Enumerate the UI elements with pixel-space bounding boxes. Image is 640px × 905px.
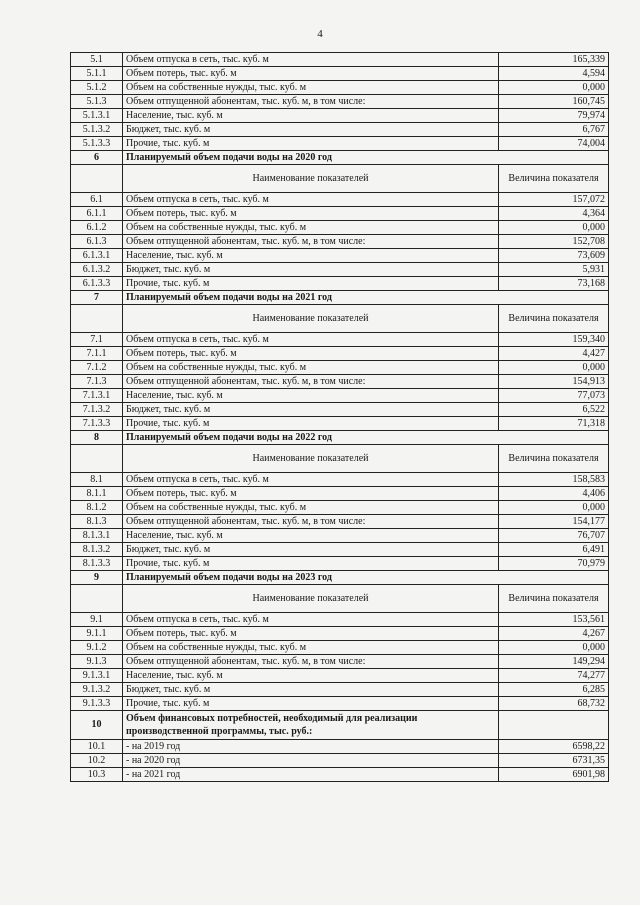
indicator-value: 79,974 — [499, 109, 609, 123]
header-empty-cell — [71, 445, 123, 473]
table-row — [71, 389, 609, 403]
indicator-value: 4,594 — [499, 67, 609, 81]
indicator-name: Объем на собственные нужды, тыс. куб. м — [123, 501, 499, 515]
indicator-name: - на 2021 год — [123, 768, 499, 782]
section-number: 6 — [71, 151, 123, 165]
item-number: 8.1 — [71, 473, 123, 487]
item-number: 5.1.3 — [71, 95, 123, 109]
indicator-name: Прочие, тыс. куб. м — [123, 417, 499, 431]
item-number: 8.1.3 — [71, 515, 123, 529]
table-row — [71, 641, 609, 655]
table-row — [71, 417, 609, 431]
table-row — [71, 333, 609, 347]
item-number: 6.1.3 — [71, 235, 123, 249]
table-row — [71, 81, 609, 95]
indicator-value: 73,609 — [499, 249, 609, 263]
item-number: 8.1.3.2 — [71, 543, 123, 557]
indicator-value: 6901,98 — [499, 768, 609, 782]
column-header-row — [71, 445, 609, 473]
table-row — [71, 263, 609, 277]
table-row — [71, 487, 609, 501]
indicator-value: 0,000 — [499, 81, 609, 95]
indicator-name: Объем потерь, тыс. куб. м — [123, 347, 499, 361]
item-number: 6.1.3.1 — [71, 249, 123, 263]
item-number: 7.1.3 — [71, 375, 123, 389]
item-number: 7.1.3.3 — [71, 417, 123, 431]
indicator-name: Население, тыс. куб. м — [123, 669, 499, 683]
indicator-value: 0,000 — [499, 501, 609, 515]
indicator-name: Бюджет, тыс. куб. м — [123, 543, 499, 557]
item-number: 9.1 — [71, 613, 123, 627]
item-number: 9.1.3 — [71, 655, 123, 669]
item-number: 9.1.3.2 — [71, 683, 123, 697]
indicator-name: Население, тыс. куб. м — [123, 249, 499, 263]
column-header-row — [71, 305, 609, 333]
item-number: 7.1.3.1 — [71, 389, 123, 403]
page-number: 4 — [317, 28, 323, 40]
section-number: 7 — [71, 291, 123, 305]
indicator-value: 76,707 — [499, 529, 609, 543]
item-number: 5.1.1 — [71, 67, 123, 81]
indicator-name: Бюджет, тыс. куб. м — [123, 123, 499, 137]
indicator-value: 70,979 — [499, 557, 609, 571]
table-row — [71, 221, 609, 235]
table-row — [71, 669, 609, 683]
table-row — [71, 193, 609, 207]
item-number: 6.1 — [71, 193, 123, 207]
indicator-value: 71,318 — [499, 417, 609, 431]
table-row — [71, 543, 609, 557]
item-number: 9.1.2 — [71, 641, 123, 655]
item-number: 10.2 — [71, 754, 123, 768]
header-empty-cell — [71, 305, 123, 333]
indicator-name: Население, тыс. куб. м — [123, 389, 499, 403]
indicator-value: 0,000 — [499, 221, 609, 235]
indicator-value: 6598,22 — [499, 740, 609, 754]
indicator-name: Объем отпущенной абонентам, тыс. куб. м, в том числе: — [123, 375, 499, 389]
indicator-name: Объем отпущенной абонентам, тыс. куб. м, в том числе: — [123, 235, 499, 249]
item-number: 5.1.3.2 — [71, 123, 123, 137]
indicator-value: 6731,35 — [499, 754, 609, 768]
section-number: 9 — [71, 571, 123, 585]
item-number: 8.1.2 — [71, 501, 123, 515]
table-row — [71, 655, 609, 669]
table-row — [71, 67, 609, 81]
indicator-value: 4,427 — [499, 347, 609, 361]
indicator-name: Прочие, тыс. куб. м — [123, 557, 499, 571]
section-number: 10 — [71, 711, 123, 740]
indicator-value: 154,913 — [499, 375, 609, 389]
header-empty-cell — [71, 585, 123, 613]
empty-value-cell — [499, 711, 609, 740]
indicator-value: 6,767 — [499, 123, 609, 137]
section-number: 8 — [71, 431, 123, 445]
indicator-value: 68,732 — [499, 697, 609, 711]
table-row — [71, 740, 609, 754]
item-number: 7.1 — [71, 333, 123, 347]
header-indicator-value: Величина показателя — [499, 305, 609, 333]
indicator-value: 6,522 — [499, 403, 609, 417]
table-row — [71, 754, 609, 768]
section-title: Планируемый объем подачи воды на 2022 год — [123, 431, 609, 445]
header-indicator-name: Наименование показателей — [123, 445, 499, 473]
item-number: 10.3 — [71, 768, 123, 782]
section-title: Планируемый объем подачи воды на 2023 год — [123, 571, 609, 585]
indicator-value: 0,000 — [499, 641, 609, 655]
indicator-value: 73,168 — [499, 277, 609, 291]
item-number: 9.1.3.3 — [71, 697, 123, 711]
table-row — [71, 375, 609, 389]
indicator-value: 159,340 — [499, 333, 609, 347]
item-number: 7.1.3.2 — [71, 403, 123, 417]
item-number: 5.1.3.3 — [71, 137, 123, 151]
indicator-value: 4,364 — [499, 207, 609, 221]
indicator-name: Прочие, тыс. куб. м — [123, 697, 499, 711]
indicator-name: Объем потерь, тыс. куб. м — [123, 207, 499, 221]
item-number: 9.1.3.1 — [71, 669, 123, 683]
section-title: Планируемый объем подачи воды на 2021 год — [123, 291, 609, 305]
header-indicator-name: Наименование показателей — [123, 305, 499, 333]
indicator-name: Объем отпущенной абонентам, тыс. куб. м, в том числе: — [123, 515, 499, 529]
indicator-name: Население, тыс. куб. м — [123, 109, 499, 123]
indicator-value: 6,285 — [499, 683, 609, 697]
indicator-value: 4,267 — [499, 627, 609, 641]
indicator-name: Объем отпуска в сеть, тыс. куб. м — [123, 193, 499, 207]
indicator-name: Объем на собственные нужды, тыс. куб. м — [123, 81, 499, 95]
indicator-name: Объем на собственные нужды, тыс. куб. м — [123, 361, 499, 375]
item-number: 8.1.3.1 — [71, 529, 123, 543]
indicator-name: Население, тыс. куб. м — [123, 529, 499, 543]
indicator-name: Объем потерь, тыс. куб. м — [123, 67, 499, 81]
table-row — [71, 627, 609, 641]
table-row — [71, 123, 609, 137]
indicator-name: Объем на собственные нужды, тыс. куб. м — [123, 221, 499, 235]
table-row — [71, 361, 609, 375]
table-row — [71, 557, 609, 571]
indicator-value: 160,745 — [499, 95, 609, 109]
table-row — [71, 683, 609, 697]
item-number: 7.1.2 — [71, 361, 123, 375]
table-row — [71, 501, 609, 515]
table-row — [71, 137, 609, 151]
indicator-name: Бюджет, тыс. куб. м — [123, 683, 499, 697]
indicator-name: Прочие, тыс. куб. м — [123, 137, 499, 151]
table-row — [71, 697, 609, 711]
indicator-value: 5,931 — [499, 263, 609, 277]
table-row — [71, 768, 609, 782]
table-row — [71, 53, 609, 67]
item-number: 9.1.1 — [71, 627, 123, 641]
indicator-name: Объем отпуска в сеть, тыс. куб. м — [123, 53, 499, 67]
item-number: 5.1.2 — [71, 81, 123, 95]
item-number: 5.1 — [71, 53, 123, 67]
indicator-name: Объем отпущенной абонентам, тыс. куб. м, в том числе: — [123, 655, 499, 669]
indicator-name: Объем отпуска в сеть, тыс. куб. м — [123, 473, 499, 487]
header-indicator-value: Величина показателя — [499, 585, 609, 613]
indicator-name: Бюджет, тыс. куб. м — [123, 263, 499, 277]
indicator-name: Объем отпуска в сеть, тыс. куб. м — [123, 333, 499, 347]
indicator-value: 149,294 — [499, 655, 609, 669]
section-heading-row — [71, 151, 609, 165]
indicator-value: 74,277 — [499, 669, 609, 683]
table-row — [71, 109, 609, 123]
table-row — [71, 207, 609, 221]
indicator-value: 165,339 — [499, 53, 609, 67]
table-row — [71, 347, 609, 361]
indicator-value: 0,000 — [499, 361, 609, 375]
header-indicator-value: Величина показателя — [499, 165, 609, 193]
table-row — [71, 613, 609, 627]
table-row — [71, 529, 609, 543]
indicator-value: 4,406 — [499, 487, 609, 501]
indicator-value: 158,583 — [499, 473, 609, 487]
item-number: 7.1.1 — [71, 347, 123, 361]
section-heading-row — [71, 571, 609, 585]
section-title: Объем финансовых потребностей, необходимый для реализации производственной программы, тыс. руб.: — [123, 711, 499, 740]
indicator-value: 152,708 — [499, 235, 609, 249]
item-number: 6.1.3.2 — [71, 263, 123, 277]
table-row — [71, 473, 609, 487]
indicator-value: 154,177 — [499, 515, 609, 529]
indicator-name: - на 2019 год — [123, 740, 499, 754]
indicator-value: 6,491 — [499, 543, 609, 557]
item-number: 5.1.3.1 — [71, 109, 123, 123]
table-row — [71, 277, 609, 291]
header-indicator-value: Величина показателя — [499, 445, 609, 473]
indicator-name: Объем на собственные нужды, тыс. куб. м — [123, 641, 499, 655]
indicator-value: 153,561 — [499, 613, 609, 627]
item-number: 8.1.3.3 — [71, 557, 123, 571]
indicator-name: Прочие, тыс. куб. м — [123, 277, 499, 291]
column-header-row — [71, 585, 609, 613]
indicators-table — [70, 52, 609, 782]
column-header-row — [71, 165, 609, 193]
header-empty-cell — [71, 165, 123, 193]
table-row — [71, 235, 609, 249]
header-indicator-name: Наименование показателей — [123, 165, 499, 193]
section-title: Планируемый объем подачи воды на 2020 год — [123, 151, 609, 165]
indicator-name: Объем потерь, тыс. куб. м — [123, 487, 499, 501]
indicator-value: 77,073 — [499, 389, 609, 403]
indicator-value: 74,004 — [499, 137, 609, 151]
section-heading-row — [71, 431, 609, 445]
item-number: 6.1.1 — [71, 207, 123, 221]
table-row — [71, 95, 609, 109]
indicator-name: Бюджет, тыс. куб. м — [123, 403, 499, 417]
header-indicator-name: Наименование показателей — [123, 585, 499, 613]
indicator-name: Объем отпущенной абонентам, тыс. куб. м, в том числе: — [123, 95, 499, 109]
section-heading-row — [71, 291, 609, 305]
item-number: 6.1.3.3 — [71, 277, 123, 291]
item-number: 10.1 — [71, 740, 123, 754]
table-row — [71, 515, 609, 529]
indicator-name: Объем потерь, тыс. куб. м — [123, 627, 499, 641]
table-row — [71, 249, 609, 263]
indicator-name: - на 2020 год — [123, 754, 499, 768]
item-number: 6.1.2 — [71, 221, 123, 235]
item-number: 8.1.1 — [71, 487, 123, 501]
table-row — [71, 403, 609, 417]
indicator-name: Объем отпуска в сеть, тыс. куб. м — [123, 613, 499, 627]
finance-heading-row — [71, 711, 609, 740]
indicator-value: 157,072 — [499, 193, 609, 207]
